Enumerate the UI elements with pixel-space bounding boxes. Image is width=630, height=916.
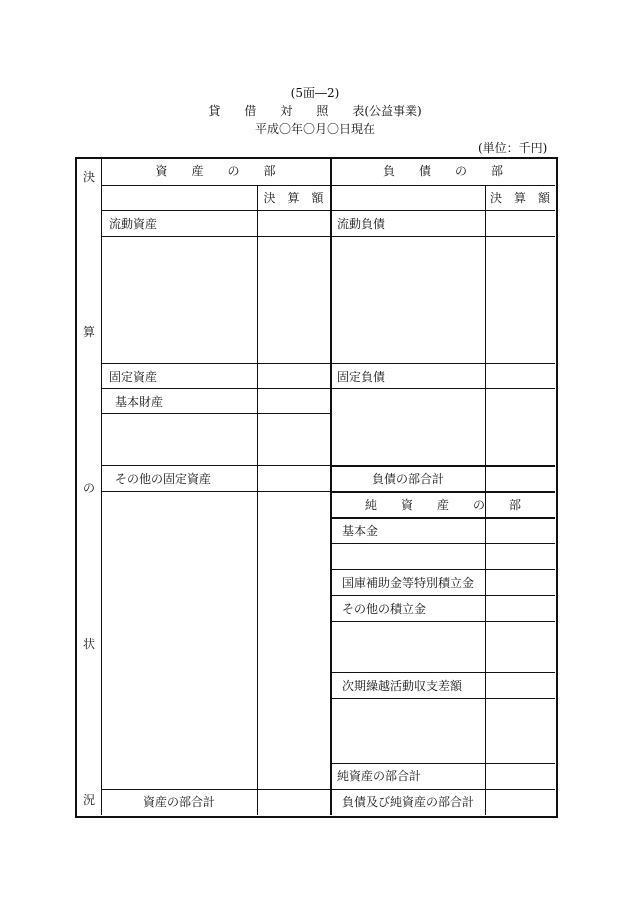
assets-row-line <box>101 388 330 389</box>
side-label-char: の <box>83 481 96 495</box>
assets-row-line <box>101 236 330 237</box>
net-assets-row-line <box>331 569 555 570</box>
net-assets-row-line <box>331 672 555 673</box>
fixed-assets-label: 固定資産 <box>109 370 158 384</box>
net-assets-row-line <box>331 621 555 622</box>
liabilities-heading: 負 債 の 部 <box>382 164 503 178</box>
side-label-char: 算 <box>83 325 96 339</box>
side-label-char: 決 <box>83 170 96 184</box>
basic-property-label: 基本財産 <box>115 395 164 409</box>
liabilities-total-label: 負債の部合計 <box>371 472 444 486</box>
assets-row-line <box>101 363 330 364</box>
side-label-char: 況 <box>83 793 96 807</box>
liabilities-amount-header: 決 算 額 <box>489 191 550 205</box>
center-divider <box>330 158 332 815</box>
current-assets-label: 流動資産 <box>109 217 158 231</box>
document-title: 貸 借 対 照 表(公益事業) <box>208 104 422 118</box>
liabilities-row-line <box>331 388 555 389</box>
other-fixed-assets-label: その他の固定資産 <box>115 472 212 486</box>
side-label-char: 状 <box>83 637 96 651</box>
liabilities-row-line <box>331 185 555 186</box>
assets-row-line <box>101 210 330 211</box>
assets-row-line <box>101 413 330 414</box>
assets-amount-header: 決 算 額 <box>263 191 324 205</box>
other-reserve-label: その他の積立金 <box>342 602 427 616</box>
liabilities-and-net-assets-total-label: 負債及び純資産の部合計 <box>342 795 475 809</box>
liabilities-row-line <box>331 236 555 237</box>
net-assets-row-line <box>331 595 555 596</box>
net-assets-row-line <box>331 698 555 699</box>
net-assets-row-line <box>331 789 555 790</box>
assets-row-line <box>101 465 330 466</box>
liabilities-row-line <box>331 465 555 467</box>
fixed-liabilities-label: 固定負債 <box>337 370 386 384</box>
unit-label: (単位：千円) <box>478 141 548 155</box>
assets-amount-divider <box>257 185 258 815</box>
assets-row-line <box>101 491 330 492</box>
net-assets-row-line <box>331 517 555 519</box>
net-assets-row-line <box>331 543 555 544</box>
carryover-balance-label: 次期繰越活動収支差額 <box>342 679 463 693</box>
as-of-date: 平成〇年〇月〇日現在 <box>254 122 375 136</box>
subsidy-reserve-label: 国庫補助金等特別積立金 <box>342 576 475 590</box>
assets-row-line <box>101 789 330 790</box>
assets-total-label: 資産の部合計 <box>142 795 215 809</box>
net-assets-total-label: 純資産の部合計 <box>337 769 422 783</box>
assets-row-line <box>101 185 330 186</box>
net-assets-heading: 純 資 産 の 部 <box>364 498 521 512</box>
assets-heading: 資 産 の 部 <box>155 164 276 178</box>
liabilities-row-line <box>331 363 555 364</box>
liabilities-row-line <box>331 210 555 211</box>
page-number: (5面―2) <box>290 86 340 100</box>
net-assets-row-line <box>331 491 555 493</box>
net-assets-row-line <box>331 763 555 764</box>
basic-fund-label: 基本金 <box>342 524 379 538</box>
side-column-divider <box>101 158 102 815</box>
current-liabilities-label: 流動負債 <box>337 217 386 231</box>
